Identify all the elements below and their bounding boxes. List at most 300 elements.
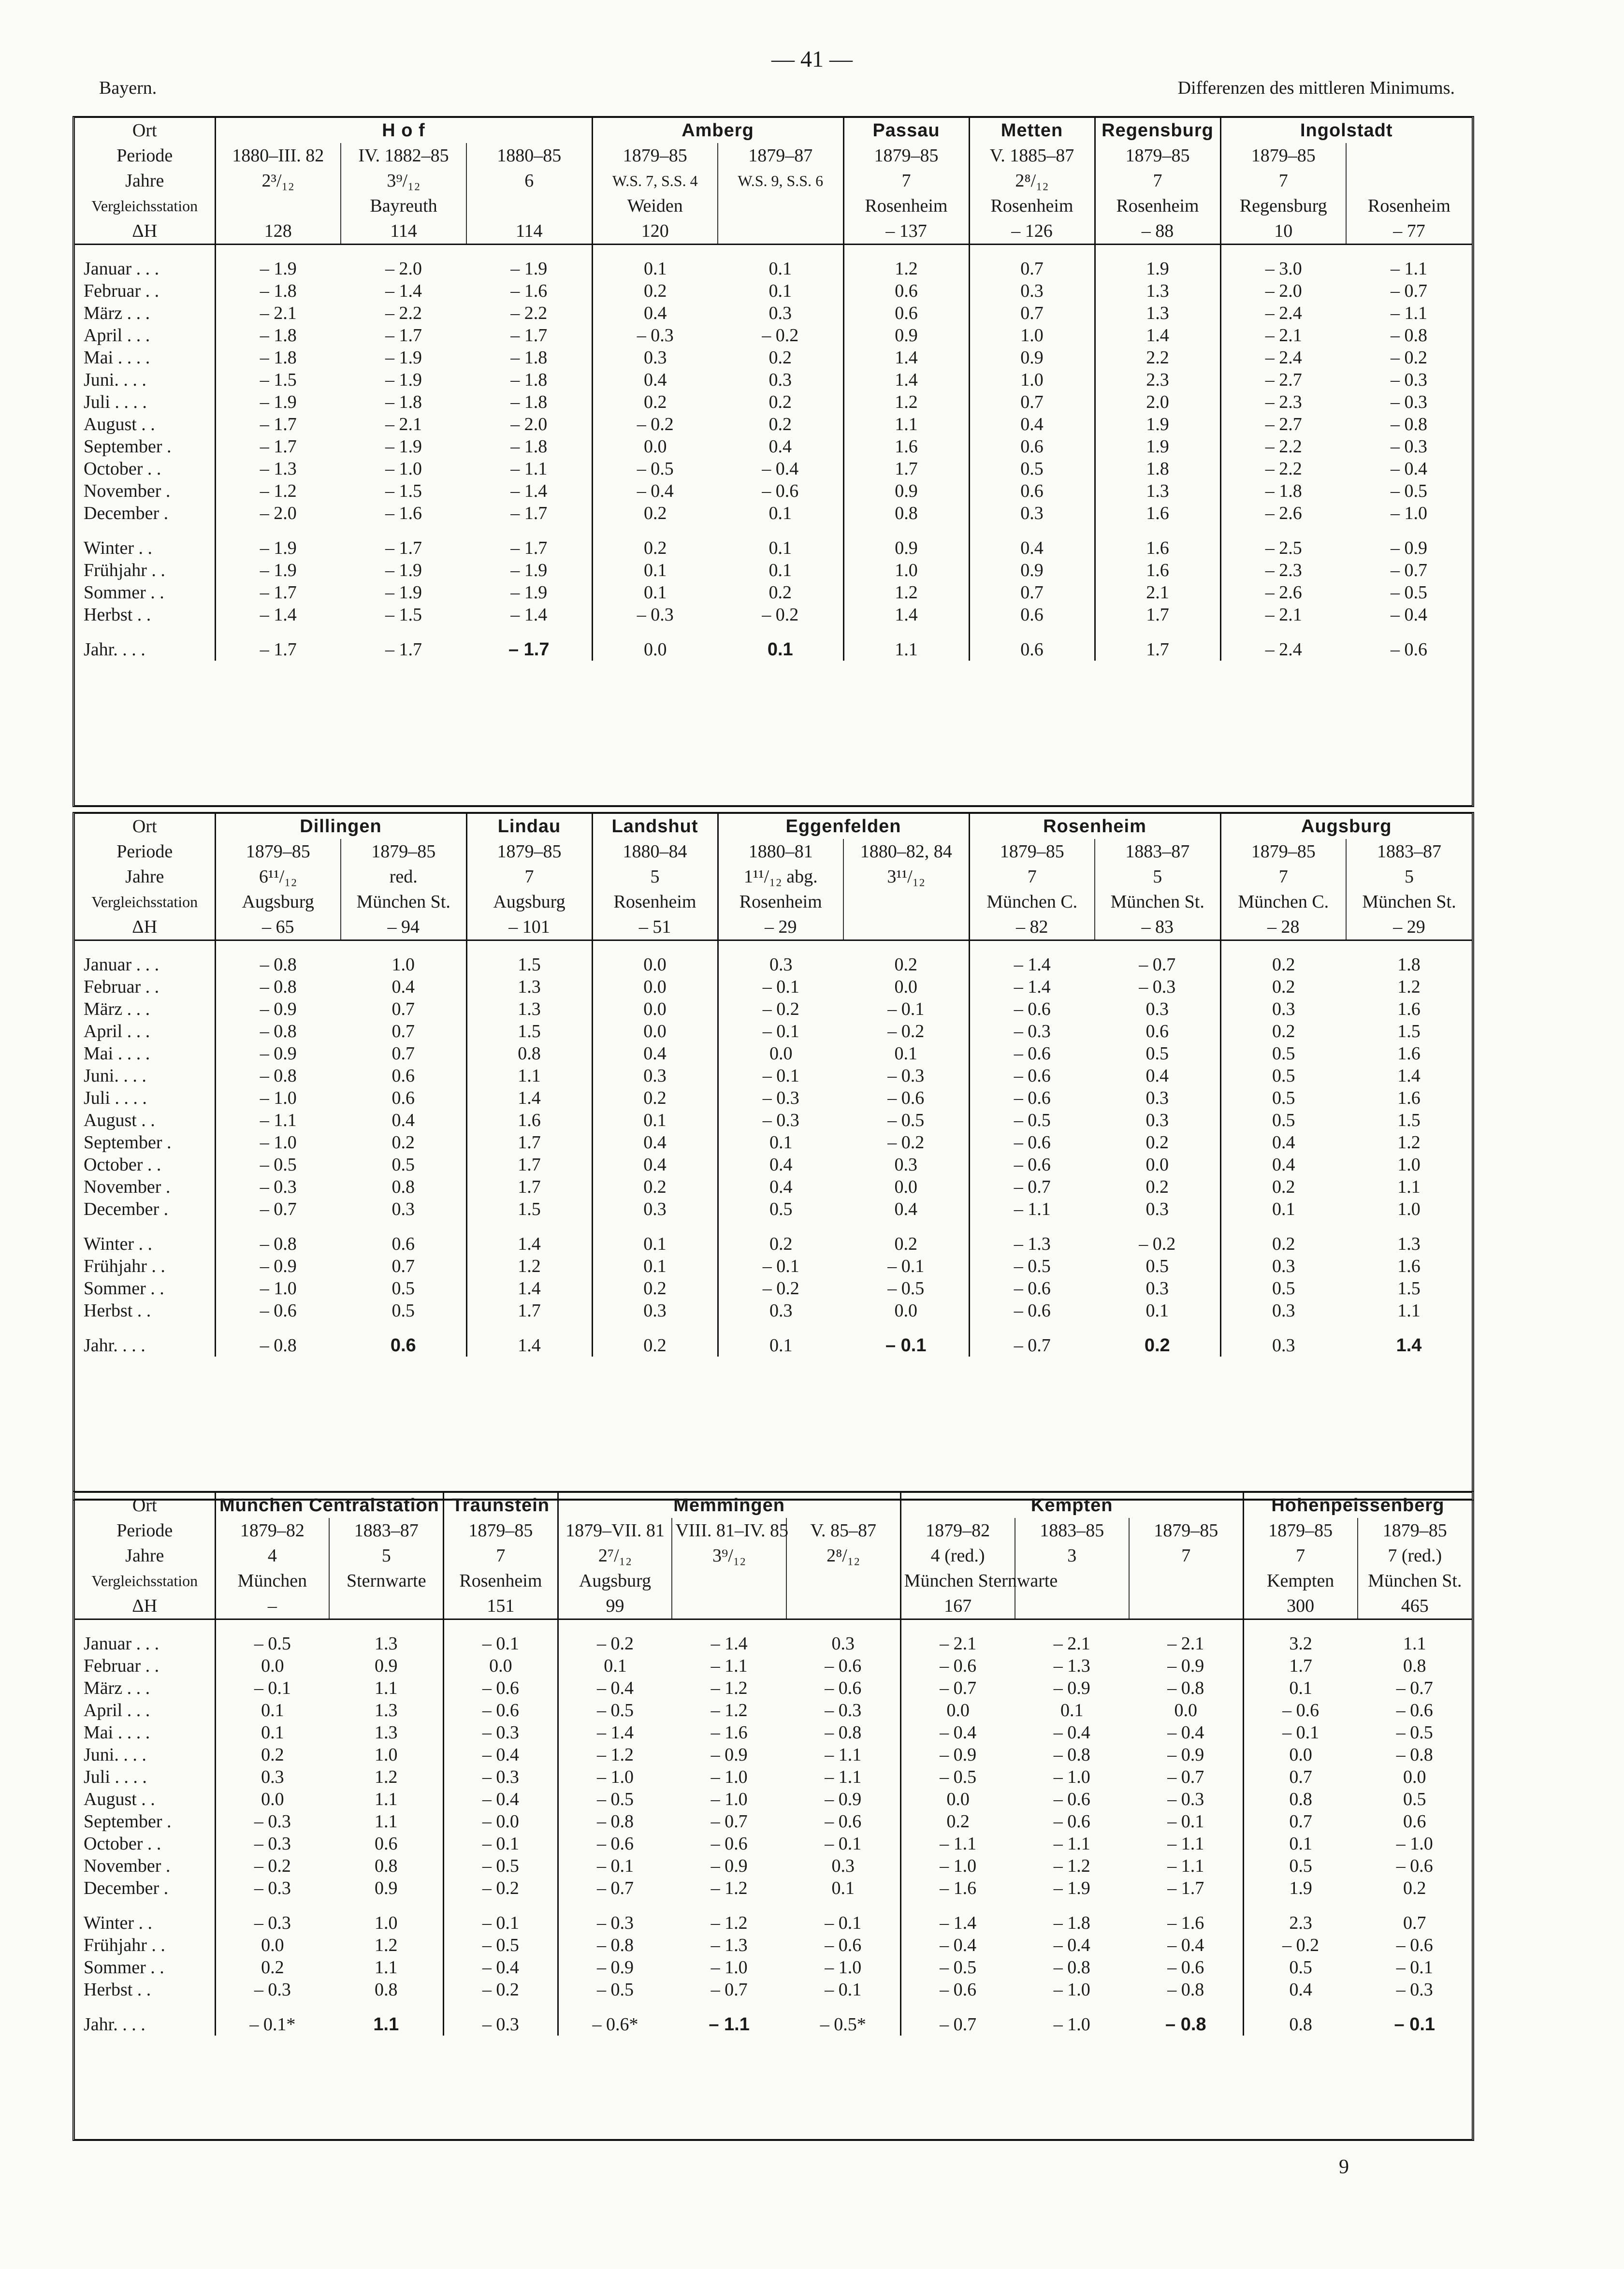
table-cell: – 1.7 xyxy=(215,581,341,604)
table-cell: 0.5 xyxy=(1243,1956,1357,1979)
table-cell: – 2.5 xyxy=(1220,537,1346,559)
table-cell: 0.0 xyxy=(894,1177,917,1197)
column-periode: 1879–85 xyxy=(1358,1518,1472,1543)
table-cell: – 1.1 xyxy=(1053,1834,1090,1854)
table-cell: – 0.6 xyxy=(1243,1699,1357,1721)
table-cell: – 0.8 xyxy=(215,1065,341,1087)
column-periode: 1879–85 xyxy=(969,839,1095,864)
table-cell: 1.4 xyxy=(843,347,969,369)
table-cell: 1.1 xyxy=(375,1789,398,1809)
row-label: März . . . xyxy=(84,1678,150,1698)
table-row xyxy=(75,1721,1472,1744)
table-cell: – 2.1 xyxy=(900,1633,1015,1655)
table-cell: – 1.2 xyxy=(710,1878,748,1898)
table-cell: 1.1 xyxy=(1403,1633,1426,1654)
table-cell: – 1.9 xyxy=(385,582,422,603)
column-vergl: Augsburg xyxy=(215,889,341,914)
table-cell: – 2.0 xyxy=(1220,280,1346,302)
table-cell: – 1.4 xyxy=(969,976,1095,998)
table-cell: 1.4 xyxy=(843,369,969,391)
footer-page-number: 9 xyxy=(1339,2156,1349,2178)
table-cell: – 1.9 xyxy=(215,258,341,280)
table-cell: – 2.2 xyxy=(1220,435,1346,458)
table-cell: – 0.2 xyxy=(1391,347,1427,368)
table-cell: 0.4 xyxy=(392,977,415,997)
table-cell: 0.1 xyxy=(592,581,718,604)
table-cell: 0.7 xyxy=(392,999,415,1019)
column-dh: 300 xyxy=(1243,1593,1357,1619)
table-row xyxy=(75,1744,1472,1766)
table-cell: – 0.2 xyxy=(444,1979,558,2001)
row-label: Februar . . xyxy=(84,281,160,301)
table-cell: 0.3 xyxy=(718,1300,843,1322)
table-cell: 0.4 xyxy=(592,302,718,324)
table-cell: – 0.6 xyxy=(558,1833,672,1855)
table-cell: 0.4 xyxy=(1220,1131,1346,1154)
table-cell: – 0.3 xyxy=(444,2013,558,2036)
table-cell: – 2.2 xyxy=(510,303,548,323)
table-cell: – 1.3 xyxy=(1053,1656,1090,1676)
table-cell: 0.2 xyxy=(894,954,917,975)
table-cell: 0.3 xyxy=(215,1766,329,1788)
table-row xyxy=(75,1655,1472,1677)
table-cell: 2.3 xyxy=(1095,369,1220,391)
table-row xyxy=(75,1956,1472,1979)
table-cell: – 0.3 xyxy=(215,1833,329,1855)
table-cell: – 0.6* xyxy=(558,2013,672,2036)
table-cell: – 1.1 xyxy=(510,459,548,479)
table-cell: – 0.1 xyxy=(718,1255,843,1277)
table-cell: 0.8 xyxy=(1403,1656,1426,1676)
column-jahre: 7 xyxy=(444,1543,558,1568)
table-cell: – 0.3 xyxy=(215,1877,329,1899)
table-cell: 1.1 xyxy=(373,2014,399,2035)
table-cell: – 1.9 xyxy=(215,537,341,559)
column-vergl: München Sternwarte xyxy=(900,1568,1015,1593)
table-cell: 1.4 xyxy=(466,1334,592,1357)
data-table xyxy=(75,1493,1472,2036)
table-cell: 1.7 xyxy=(1243,1655,1357,1677)
table-row xyxy=(75,1877,1472,1899)
table-cell: 0.1 xyxy=(718,1131,843,1154)
table-cell: – 1.7 xyxy=(510,503,548,523)
table-row xyxy=(75,1810,1472,1833)
table-cell: – 2.1 xyxy=(1053,1633,1090,1654)
table-cell: 0.6 xyxy=(969,604,1095,626)
table-cell: – 1.8 xyxy=(215,347,341,369)
table-cell: 0.4 xyxy=(392,1110,415,1130)
table-cell: – 1.1 xyxy=(825,1767,862,1787)
table-cell: – 0.1 xyxy=(885,1335,927,1356)
table-section-2 xyxy=(72,812,1474,1501)
table-cell: 1.4 xyxy=(466,1087,592,1109)
table-cell: – 0.4 xyxy=(900,1934,1015,1956)
table-cell: – 0.4 xyxy=(900,1721,1015,1744)
table-cell: – 1.9 xyxy=(510,560,548,580)
table-cell: – 0.4 xyxy=(1053,1722,1090,1743)
row-label: Jahr. . . . xyxy=(84,2014,145,2035)
table-cell: 0.6 xyxy=(392,1066,415,1086)
table-cell: 0.4 xyxy=(718,1176,843,1198)
column-dh: – 65 xyxy=(215,914,341,940)
table-row xyxy=(75,1766,1472,1788)
table-cell: 1.4 xyxy=(1397,1066,1421,1086)
table-cell: – 0.6 xyxy=(969,1154,1095,1176)
column-periode: V. 85–87 xyxy=(786,1518,900,1543)
column-dh xyxy=(1015,1593,1129,1619)
table-cell: – 1.4 xyxy=(510,605,548,625)
column-dh: – 137 xyxy=(843,218,969,245)
page-number: — 41 — xyxy=(771,46,853,72)
row-label: Mai . . . . xyxy=(84,1722,150,1743)
table-row xyxy=(75,1042,1472,1065)
table-cell: 0.1 xyxy=(767,639,793,660)
table-cell: 0.1 xyxy=(1243,1677,1357,1699)
table-cell: – 1.0 xyxy=(558,1766,672,1788)
table-cell: – 1.9 xyxy=(1053,1878,1090,1898)
table-cell: – 1.3 xyxy=(969,1233,1095,1255)
table-cell: – 1.8 xyxy=(510,370,548,390)
table-cell: 0.3 xyxy=(1146,1199,1169,1219)
table-cell: – 1.9 xyxy=(215,559,341,581)
column-jahre xyxy=(1346,168,1472,193)
table-cell: 0.4 xyxy=(969,413,1095,435)
table-cell: 1.1 xyxy=(1397,1301,1421,1321)
table-cell: – 0.6 xyxy=(969,1300,1095,1322)
column-vergl: Rosenheim xyxy=(718,889,843,914)
table-cell: 1.2 xyxy=(1397,1132,1421,1153)
table-row xyxy=(75,324,1472,347)
column-vergl: München St. xyxy=(1358,1568,1472,1593)
table-cell: 1.7 xyxy=(466,1176,592,1198)
table-cell: 1.5 xyxy=(1397,1110,1421,1130)
table-cell: 0.0 xyxy=(592,998,718,1020)
column-vergl: Rosenheim xyxy=(969,193,1095,218)
column-periode: 1879–82 xyxy=(900,1518,1015,1543)
table-row xyxy=(75,1233,1472,1255)
column-jahre: 7 xyxy=(1129,1543,1243,1568)
table-cell: 0.5 xyxy=(1403,1789,1426,1809)
table-cell: – 0.4 xyxy=(762,459,799,479)
table-cell: – 1.9 xyxy=(385,370,422,390)
row-label: Jahr. . . . xyxy=(84,639,145,660)
row-label-periode: Periode xyxy=(116,145,173,166)
row-label: Herbst . . xyxy=(84,605,151,625)
row-label: Winter . . xyxy=(84,1913,152,1933)
table-cell: 0.2 xyxy=(592,391,718,413)
column-dh: – 83 xyxy=(1095,914,1220,940)
table-cell: 1.2 xyxy=(1397,977,1421,997)
table-cell: 1.5 xyxy=(466,1020,592,1042)
table-row xyxy=(75,391,1472,413)
table-cell: 0.9 xyxy=(843,537,969,559)
table-cell: – 1.4 xyxy=(215,604,341,626)
table-cell: – 0.1 xyxy=(718,1020,843,1042)
row-label-jahre: Jahre xyxy=(125,1546,164,1566)
table-cell: – 1.2 xyxy=(215,480,341,502)
column-vergl: Rosenheim xyxy=(592,889,718,914)
column-vergl xyxy=(215,193,341,218)
table-cell: – 0.6 xyxy=(825,1656,862,1676)
table-cell: 0.1 xyxy=(894,1043,917,1064)
table-row xyxy=(75,1198,1472,1220)
table-cell: 0.3 xyxy=(1220,998,1346,1020)
column-jahre: 5 xyxy=(592,864,718,889)
table-cell: – 2.2 xyxy=(385,303,422,323)
table-cell: 1.9 xyxy=(1095,413,1220,435)
column-vergl: Augsburg xyxy=(466,889,592,914)
table-cell: – 1.1 xyxy=(1391,303,1427,323)
row-label: Juni. . . . xyxy=(84,370,146,390)
column-dh xyxy=(718,218,843,245)
row-label: April . . . xyxy=(84,325,150,346)
table-cell: 1.6 xyxy=(466,1109,592,1131)
table-cell: – 1.4 xyxy=(969,954,1095,976)
table-cell: – 1.8 xyxy=(215,280,341,302)
row-label: Frühjahr . . xyxy=(84,560,165,580)
table-cell: – 0.6 xyxy=(710,1834,748,1854)
table-cell: 1.7 xyxy=(466,1300,592,1322)
table-cell: 0.1 xyxy=(768,259,792,279)
table-cell: – 0.1 xyxy=(718,1065,843,1087)
table-row xyxy=(75,1334,1472,1357)
table-cell: – 0.1 xyxy=(825,1980,862,2000)
table-cell: – 0.5* xyxy=(820,2014,866,2035)
column-jahre: 6¹¹/₁₂ xyxy=(215,864,341,889)
column-jahre: W.S. 9, S.S. 6 xyxy=(718,168,843,193)
table-cell: – 0.9 xyxy=(215,1042,341,1065)
row-label: September . xyxy=(84,1811,172,1832)
table-cell: – 0.1 xyxy=(1396,1957,1433,1978)
column-jahre: 7 xyxy=(843,168,969,193)
table-cell: 0.2 xyxy=(592,1176,718,1198)
column-periode: 1879–85 xyxy=(843,143,969,168)
table-cell: 1.3 xyxy=(1095,302,1220,324)
table-cell: 0.2 xyxy=(768,392,792,412)
table-cell: – 0.5 xyxy=(969,1255,1095,1277)
table-cell: 0.0 xyxy=(1243,1744,1357,1766)
table-cell: 1.1 xyxy=(1397,1177,1421,1197)
table-cell: 1.1 xyxy=(375,1811,398,1832)
table-cell: 0.3 xyxy=(1146,999,1169,1019)
table-cell: – 0.8 xyxy=(1053,1745,1090,1765)
row-label: Sommer . . xyxy=(84,582,164,603)
table-cell: 0.2 xyxy=(592,537,718,559)
table-cell: – 0.5 xyxy=(887,1110,925,1130)
table-cell: – 0.2 xyxy=(887,1132,925,1153)
table-cell: – 0.7 xyxy=(558,1877,672,1899)
table-cell: 0.3 xyxy=(592,1198,718,1220)
column-vergl: München C. xyxy=(1220,889,1346,914)
table-cell: 0.4 xyxy=(768,436,792,457)
table-cell: – 0.2 xyxy=(592,413,718,435)
table-cell: – 1.1 xyxy=(1391,259,1427,279)
table-cell: 1.5 xyxy=(1397,1021,1421,1041)
column-periode: 1883–87 xyxy=(329,1518,443,1543)
column-dh: – 51 xyxy=(592,914,718,940)
table-cell: – 2.2 xyxy=(1220,458,1346,480)
table-cell: – 0.5 xyxy=(1391,481,1427,501)
table-cell: 0.5 xyxy=(1243,1855,1357,1877)
station-name: Traunstein xyxy=(444,1493,558,1518)
table-cell: – 0.5 xyxy=(900,1956,1015,1979)
table-cell: 0.1 xyxy=(1220,1198,1346,1220)
table-cell: – 1.6 xyxy=(710,1722,748,1743)
table-row xyxy=(75,1934,1472,1956)
table-cell: – 0.2 xyxy=(1139,1234,1176,1254)
table-cell: 0.4 xyxy=(718,1154,843,1176)
table-cell: – 0.7 xyxy=(1391,560,1427,580)
table-cell: – 0.1 xyxy=(444,1633,558,1655)
table-cell: – 0.8 xyxy=(215,1334,341,1357)
table-row xyxy=(75,1131,1472,1154)
table-cell: – 3.0 xyxy=(1220,258,1346,280)
table-row xyxy=(75,954,1472,976)
table-cell: – 1.0 xyxy=(710,1957,748,1978)
column-dh xyxy=(786,1593,900,1619)
table-cell: – 0.8 xyxy=(558,1934,672,1956)
table-cell: – 1.0 xyxy=(1053,1767,1090,1787)
table-cell: 1.8 xyxy=(1397,954,1421,975)
table-cell: – 1.0 xyxy=(215,1131,341,1154)
table-cell: – 1.4 xyxy=(385,281,422,301)
table-cell: 1.2 xyxy=(843,258,969,280)
table-cell: 0.0 xyxy=(444,1655,558,1677)
column-periode: V. 1885–87 xyxy=(969,143,1095,168)
table-row xyxy=(75,1979,1472,2001)
table-cell: – 1.1 xyxy=(825,1745,862,1765)
row-label: Sommer . . xyxy=(84,1278,164,1299)
table-cell: 0.1 xyxy=(558,1655,672,1677)
table-cell: – 2.1 xyxy=(1167,1633,1204,1654)
table-cell: 0.6 xyxy=(969,435,1095,458)
column-vergl xyxy=(466,193,592,218)
column-vergl: Sternwarte xyxy=(329,1568,443,1593)
column-jahre: red. xyxy=(341,864,466,889)
row-label: August . . xyxy=(84,414,155,434)
table-cell: 1.5 xyxy=(466,1198,592,1220)
column-dh xyxy=(672,1593,786,1619)
table-cell: 1.6 xyxy=(1397,1043,1421,1064)
table-cell: 0.0 xyxy=(592,976,718,998)
column-vergl: München xyxy=(215,1568,329,1593)
table-cell: – 0.0 xyxy=(444,1810,558,1833)
column-vergl: Bayreuth xyxy=(341,193,466,218)
table-cell: 0.2 xyxy=(592,502,718,524)
table-cell: 1.3 xyxy=(466,998,592,1020)
table-cell: – 0.9 xyxy=(1167,1656,1204,1676)
table-cell: 0.0 xyxy=(215,1655,329,1677)
row-label-vergl: Vergleichsstation xyxy=(91,893,198,910)
table-cell: – 1.2 xyxy=(558,1744,672,1766)
row-label: Herbst . . xyxy=(84,1301,151,1321)
table-cell: – 1.0 xyxy=(825,1957,862,1978)
table-cell: – 0.7 xyxy=(1139,954,1176,975)
table-cell: 0.6 xyxy=(392,1088,415,1108)
row-label-jahre: Jahre xyxy=(125,867,164,887)
table-cell: 1.7 xyxy=(1095,604,1220,626)
table-cell: 0.0 xyxy=(900,1699,1015,1721)
table-cell: 0.1 xyxy=(215,1721,329,1744)
table-cell: – 0.6 xyxy=(887,1088,925,1108)
station-name: Kempten xyxy=(900,1493,1243,1518)
column-vergl: Rosenheim xyxy=(843,193,969,218)
table-cell: – 1.0 xyxy=(1391,503,1427,523)
table-cell: – 1.8 xyxy=(510,436,548,457)
table-cell: 1.3 xyxy=(1095,480,1220,502)
table-cell: – 0.2 xyxy=(718,1277,843,1300)
table-cell: – 0.6 xyxy=(1053,1811,1090,1832)
table-cell: 0.5 xyxy=(392,1278,415,1299)
table-cell: 0.5 xyxy=(1220,1042,1346,1065)
data-table xyxy=(75,814,1472,1357)
table-cell: – 1.9 xyxy=(385,436,422,457)
table-cell: – 0.1 xyxy=(887,1256,925,1276)
table-cell: – 1.4 xyxy=(710,1633,748,1654)
row-label-ort: Ort xyxy=(132,816,157,837)
table-cell: 1.3 xyxy=(466,976,592,998)
table-cell: 0.7 xyxy=(392,1256,415,1276)
table-cell: 1.6 xyxy=(1397,1088,1421,1108)
table-row xyxy=(75,480,1472,502)
column-vergl xyxy=(1129,1568,1243,1593)
table-cell: 1.4 xyxy=(466,1277,592,1300)
table-cell: – 1.7 xyxy=(510,538,548,558)
table-row xyxy=(75,258,1472,280)
row-label: Mai . . . . xyxy=(84,347,150,368)
table-cell: – 0.3 xyxy=(444,1766,558,1788)
table-cell: – 1.8 xyxy=(1220,480,1346,502)
table-cell: – 1.0 xyxy=(1053,2014,1090,2035)
column-dh: – 28 xyxy=(1220,914,1346,940)
table-cell: – 0.1 xyxy=(718,976,843,998)
table-cell: 0.3 xyxy=(1146,1088,1169,1108)
table-cell: – 1.8 xyxy=(1053,1913,1090,1933)
table-row xyxy=(75,1677,1472,1699)
table-cell: – 0.2 xyxy=(718,998,843,1020)
table-cell: – 0.3 xyxy=(1139,977,1176,997)
table-row xyxy=(75,1833,1472,1855)
column-periode: 1879–85 xyxy=(341,839,466,864)
table-cell: 0.4 xyxy=(1146,1066,1169,1086)
table-cell: – 0.9 xyxy=(215,998,341,1020)
column-vergl: München St. xyxy=(1095,889,1220,914)
table-cell: 0.7 xyxy=(969,391,1095,413)
table-cell: 0.7 xyxy=(1403,1913,1426,1933)
table-cell: 0.3 xyxy=(1220,1334,1346,1357)
table-cell: 1.4 xyxy=(843,604,969,626)
station-name: Amberg xyxy=(592,118,843,143)
table-cell: – 0.2 xyxy=(1243,1934,1357,1956)
table-cell: – 0.4 xyxy=(1053,1935,1090,1955)
table-cell: – 2.6 xyxy=(1220,502,1346,524)
table-cell: – 1.2 xyxy=(710,1700,748,1720)
table-cell: 1.0 xyxy=(1397,1199,1421,1219)
table-cell: 0.1 xyxy=(718,1334,843,1357)
table-cell: – 2.7 xyxy=(1220,413,1346,435)
table-cell: 1.0 xyxy=(1397,1155,1421,1175)
table-cell: 0.6 xyxy=(843,280,969,302)
table-cell: 0.3 xyxy=(392,1199,415,1219)
table-cell: – 0.4 xyxy=(592,480,718,502)
table-cell: – 1.2 xyxy=(710,1913,748,1933)
table-cell: 0.2 xyxy=(768,414,792,434)
table-cell: 0.1 xyxy=(592,1233,718,1255)
row-label: November . xyxy=(84,1856,171,1876)
table-cell: – 0.3 xyxy=(1167,1789,1204,1809)
table-cell: – 0.6 xyxy=(969,1087,1095,1109)
table-cell: – 1.4 xyxy=(510,481,548,501)
